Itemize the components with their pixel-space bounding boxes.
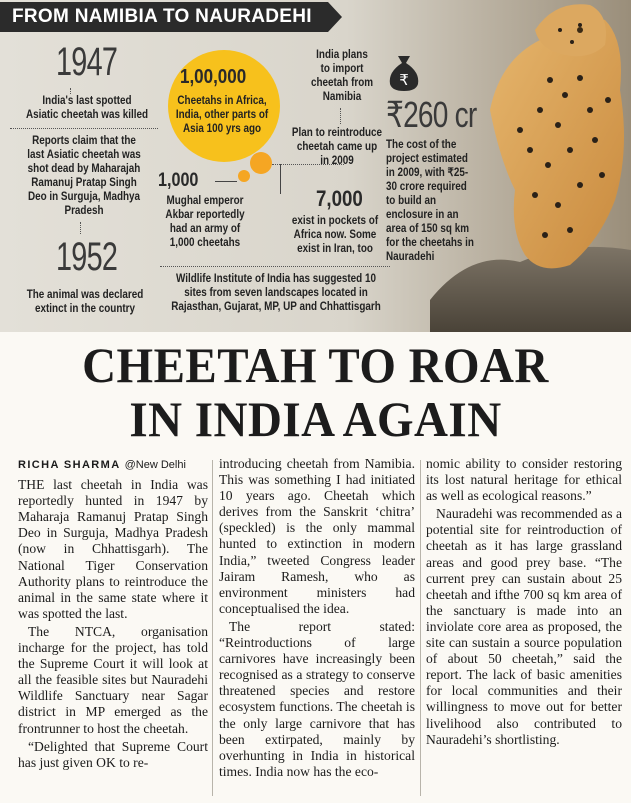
paragraph: “Delighted that Supreme Court has just given OK to re- bbox=[18, 738, 208, 770]
paragraph: The NTCA, organisation incharge for the project, has told the Supreme Court it will look at all the feasible sites but Nauradehi Wildlife Sanctuary near Sagar district in MP emerged as the frontrunner to host the cheetah. bbox=[18, 623, 208, 736]
headline-line-1: CHEETAH TO ROAR bbox=[82, 337, 549, 393]
headline bbox=[0, 332, 631, 448]
banner-arrow bbox=[328, 2, 342, 32]
connector-reports bbox=[80, 222, 81, 234]
paragraph: Nauradehi was recommended as a potential site for reintroduction of cheetah as it has large grassland areas and good prey base. “The current prey can sustain about 25 cheetah and ifthe 700 sq km area of the sanctuary is made into an inviolate core area as proposed, the site can sustain a source population of about 50 cheetah,” said the report. The lack of basic amenities for local communities and their willingness to move out for better livelihood also contributed to Nauradehi’s shortlisting. bbox=[426, 506, 622, 747]
connector-akbar bbox=[215, 181, 237, 182]
connector-plan bbox=[340, 108, 341, 124]
paragraph: The report stated: “Reintroductions of large carnivores have increasingly been recognised as a strategy to conserve threatened species and restore ecosystem functions. The cheetah is the only large carnivore that has been extirpated, mainly by overhunting in India in historical times. India now has the eco- bbox=[219, 618, 415, 779]
plan-import-note: India plans to import cheetah from Namibia bbox=[310, 49, 374, 103]
orange-dot-small bbox=[238, 170, 250, 182]
column-rule bbox=[212, 460, 213, 796]
money-bag-icon bbox=[386, 52, 422, 92]
headline-line-2: IN INDIA AGAIN bbox=[129, 391, 502, 447]
column-rule bbox=[420, 460, 421, 796]
divider-wii bbox=[160, 266, 390, 267]
paragraph: introducing cheetah from Namibia. This was something I had initiated 10 years ago. Cheetah which derives from the Sanskrit ‘chitra’ (speckled) is the only mammal hunted to extinction in modern India,” tweeted Congress leader Jairam Ramesh, who as environment ministers had conceptualised the idea. bbox=[219, 456, 415, 616]
author-name: RICHA SHARMA bbox=[18, 459, 121, 471]
infographic bbox=[0, 0, 631, 332]
caption-akbar: Mughal emperor Akbar reportedly had an army of 1,000 cheetahs bbox=[165, 195, 245, 249]
year-1952: 1952 bbox=[56, 235, 118, 279]
caption-africa: Cheetahs in Africa, India, other parts of Asia 100 yrs ago bbox=[175, 95, 269, 135]
count-africa: 1,00,000 bbox=[180, 66, 247, 88]
orange-dot-large bbox=[250, 152, 272, 174]
byline bbox=[18, 457, 208, 473]
caption-7000: exist in pockets of Africa now. Some exist in Iran, too bbox=[291, 215, 379, 255]
connector-7000 bbox=[280, 164, 281, 194]
rupee-glyph: ₹ bbox=[399, 71, 409, 89]
infographic-banner: FROM NAMIBIA TO NAURADEHI bbox=[0, 2, 328, 32]
article-column-3 bbox=[426, 456, 622, 750]
count-akbar: 1,000 bbox=[158, 170, 199, 191]
cost-amount: ₹260 cr bbox=[386, 94, 477, 135]
year-1947: 1947 bbox=[56, 40, 118, 84]
cost-caption: The cost of the project estimated in 2009, with ₹25- 30 crore required to build an enclosure in an area of 150 sq km for the cheetahs in Nauradehi bbox=[386, 139, 474, 263]
wii-note: Wildlife Institute of India has suggested 10 sites from seven landscapes located in Rajasthan, Gujarat, MP, UP and Chhattisgarh bbox=[171, 273, 381, 313]
caption-1952: The animal was declared extinct in the country bbox=[26, 289, 144, 315]
count-7000: 7,000 bbox=[316, 186, 363, 211]
article-body bbox=[0, 448, 631, 803]
dateline: @New Delhi bbox=[124, 459, 186, 471]
article-column-1 bbox=[18, 456, 208, 773]
paragraph: nomic ability to consider restoring its lost natural heritage for ethical as well as ecological reasons.” bbox=[426, 456, 622, 504]
paragraph: THE last cheetah in India was reportedly hunted in 1947 by Maharaja Ramanuj Pratap Singh Deo in Surguja, Madhya Pradesh (now in Chhattisgarh). The National Tiger Conservation Authority plans to reintroduce the animal in the same state where it was spotted the last. bbox=[18, 477, 208, 621]
divider-2009 bbox=[272, 164, 344, 165]
plan-2009-note: Plan to reintroduce cheetah came up in 2009 bbox=[291, 127, 383, 167]
article-column-2 bbox=[219, 456, 415, 782]
reports-note: Reports claim that the last Asiatic cheetah was shot dead by Maharajah Ramanuj Pratap Singh Deo in Surguja, Madhya Pradesh bbox=[27, 135, 141, 217]
caption-1947: India's last spotted Asiatic cheetah was killed bbox=[25, 95, 149, 121]
divider-1947 bbox=[10, 128, 158, 129]
